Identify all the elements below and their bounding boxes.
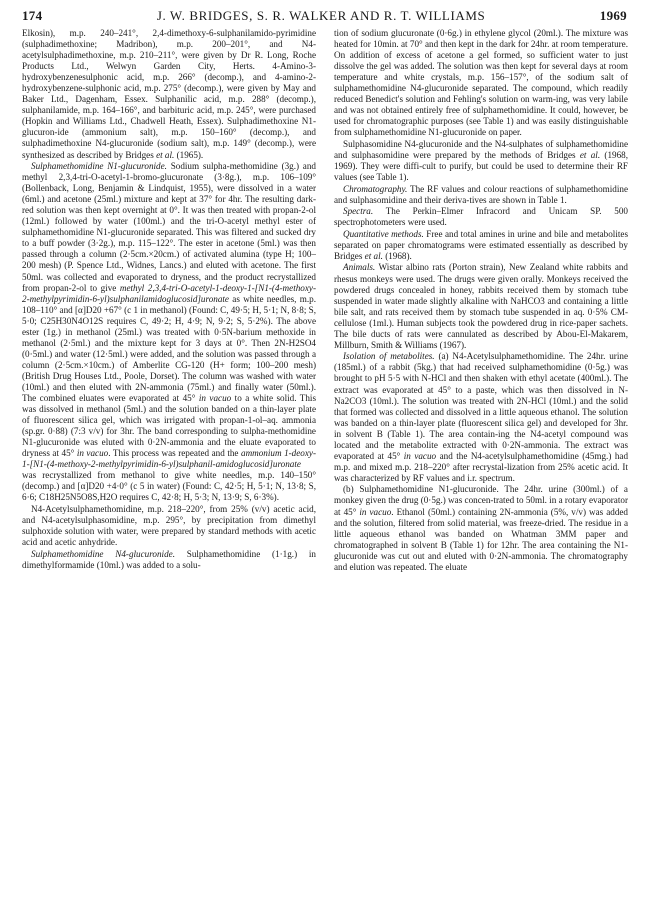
italic-text-run: et al.: [156, 149, 175, 160]
text-run: Sulphamethomidine (1·1g.) in dimethylformamide (10ml.) was added to a solu-: [22, 548, 316, 570]
italic-text-run: in vacuo: [403, 450, 437, 461]
text-run: (b) Sulphamethomidine N1-glucuronide. The 24hr. urine (300ml.) of a monkey given the drug (0·5g.) was concen-trated to 50ml. in a rotary evaporator at 45°: [334, 484, 628, 517]
right-text-column: [334, 28, 628, 573]
body-paragraph: [334, 351, 628, 484]
text-run: tion of sodium glucuronate (0·6g.) in ethylene glycol (20ml.). The mixture was heated for 10min. at 70° and then kept in the dark for 24hr. at room temperature. On addition of excess of acetone a gel formed, so sufficient water to just dissolve the gel was added. The solution was then kept for several days at room temperature and white crystals, m.p. 156–157°, of the sodium salt of sulphamethomidine N4-glucuronide separated. The compound, which readily reduced Benedict's solution and Fehling's solution on warm-ing, was very labile and was not obtained entirely free of sulphamethomidine. It could, however, be used for chromatographic purposes (see Table 1) and was easily distinguishable from sulphamethomidine N1-glucuronide on paper.: [334, 28, 628, 138]
body-paragraph: [22, 549, 316, 571]
text-run: and the N4-acetylsulphamethomidine (45mg.) had m.p. and mixed m.p. 218–220° after recrystal-lization from 25% acetic acid. It was characterized by RF values and i.r. spectrum.: [334, 450, 629, 483]
italic-text-run: in vacuo: [198, 393, 232, 404]
italic-text-run: in vacuo: [76, 448, 109, 459]
body-paragraph: [334, 206, 628, 228]
page-number: 174: [22, 8, 43, 23]
running-header: [22, 8, 627, 26]
body-paragraph: [22, 161, 316, 503]
text-run: Elkosin), m.p. 240–241°, 2,4-dimethoxy-6-sulphanilamido-pyrimidine (sulphadimethoxine; Madribon), m.p. 200–201°, and N4-acetylsulphadimethoxine, m.p. 210–211°, were given by Dr R. Long, Roche Products Ltd., Welwyn Garden City, Herts. 4-Amino-3-hydroxybenzenesulphonic acid, m.p. 266° (decomp.), and 4-amino-2-hydroxybenzene-sulphonic acid, m.p. 275° (decomp.), were given by May and Baker Ltd., Dagenham, Essex. Sulphanilic acid, m.p. 288° (decomp.), sulphanilamide, m.p. 164–166°, and barbituric acid, m.p. 245°, were purchased (Hopkin and Williams Ltd., Chadwell Heath, Essex). Sulphadimethoxine N1-glucuron-ide (ammonium salt), m.p. 150–160° (decomp.), and sulphadimethoxine N4-glucuronide (sodium salt), m.p. 149° (decomp.), were synthesized as described by Bridges: [22, 28, 316, 160]
left-text-column: [22, 28, 316, 571]
italic-text-run: Chromatography.: [343, 183, 408, 194]
italic-text-run: in vacuo: [359, 506, 392, 517]
italic-text-run: Quantitative methods.: [343, 228, 424, 239]
body-paragraph: [22, 28, 316, 161]
body-paragraph: [22, 504, 316, 548]
italic-text-run: Animals.: [343, 262, 376, 273]
text-run: . This process was repeated and the: [108, 448, 241, 459]
body-paragraph: [334, 139, 628, 183]
text-run: Free and total amines in urine and bile and metabolites separated on paper chromatograms were estimated essentially as described by Bridges: [334, 228, 628, 261]
italic-text-run: et al.: [364, 250, 383, 261]
body-paragraph: [334, 262, 628, 350]
running-title-authors: J. W. BRIDGES, S. R. WALKER AND R. T. WILLIAMS: [156, 8, 486, 23]
italic-text-run: Sulphamethomidine N4-glucuronide.: [31, 548, 175, 559]
text-run: Sodium sulpha-methomidine (3g.) and methyl 2,3,4-tri-O-acetyl-1-bromo-glucuronate (3·8g.), m.p. 106–109° (Bollenback, Long, Benjamin & Lindquist, 1955), were dissolved in a water (6ml.) and acetone (25ml.) mixture and kept at 37° for 4hr. The resulting dark-red solution was then kept overnight at 0°. It was then treated with propan-2-ol (12ml.) followed by water (100ml.) and the tri-O-acetyl methyl ester of sulphamethomidine N1-glucuronide separated. This was filtered and sucked dry to a buff powder (3·2g.), m.p. 115–122°. The ester in acetone (5ml.) was then passed through a column (2·5cm.×20cm.) of activated alumina (type H; 100–200 mesh) (P. Spence Ltd., Widnes, Lancs.) and eluted with acetone. The first 50ml. was collected and evaporated to dryness, and the product recrystallized from propan-2-ol to give: [22, 161, 316, 293]
italic-text-run: methyl 2,3,4-tri-O-acetyl-1-deoxy-1-[N1-(4-methoxy-2-methylpyrimidin-6-yl)sulphanilamidoglucosid]uronate: [22, 282, 316, 304]
text-run: (1965).: [174, 149, 204, 160]
text-run: . Ethanol (50ml.) containing 2N-ammonia (5%, v/v) was added and the solution, filtered from solid material, was freeze-dried. The residue in a little aqueous ethanol was banded on Whatman 3MM paper and chromatographed in solvent B (Table 1) for 12hr. The area containing the N1-glucuronide was cut out and eluted with 0·2N-ammonia. The chromatography and elution was repeated. The eluate: [334, 506, 628, 572]
body-paragraph: [334, 229, 628, 262]
text-run: as white needles, m.p. 108–110° and [α]D20 +67° (c 1 in methanol) (Found: C, 49·5; H, 5·1; N, 8·8; S, 5·0; C25H30N4O12S requires C, 49·2; H, 4·9; N, 9·2; S, 5·2%). The above ester (1g.) in methanol (25ml.) was treated with 0·5N-barium methoxide in methanol (2·5ml.) and the mixture kept for 3 days at 0°. Then 2N-H2SO4 (0·5ml.) and water (12·5ml.) were added, and the solution was passed through a column (2·5cm.×10cm.) of Amberlite CG-120 (H+ form; 100–200 mesh) (British Drug Houses Ltd., Poole, Dorset). The column was washed with water (10ml.) and then eluted with 2N-ammonia (75ml.) and finally water (50ml.). The combined eluates were evaporated at 45°: [22, 293, 316, 404]
text-run: to a white solid. This was dissolved in methanol (5ml.) and the solution banded on a thin-layer plate of fluorescent silica gel, which was irrigated with propan-1-ol–aq. ammonia (sp.gr. 0·88) (7:3 v/v) for 3hr. The band corresponding to sulpha-methomidine N1-glucuronide was eluted with 0·2N-ammonia and the eluate evaporated to dryness at 45°: [22, 393, 317, 459]
text-run: was recrystallized from methanol to give white needles, m.p. 140–150° (decomp.) and [α]D20 +4·0° (c 5 in water) (Found: C, 42·5; H, 5·1; N, 13·8; S, 6·6; C18H25N5O8S,H2O requires C, 42·8; H, 5·3; N, 13·9; S, 6·3%).: [22, 470, 316, 503]
text-run: (1968, 1969). They were diffi-cult to purify, but could be used to determine their RF values (see Table 1).: [334, 150, 628, 183]
italic-text-run: et al.: [579, 150, 601, 161]
body-paragraph: [334, 184, 628, 206]
italic-text-run: Sulphamethomidine N1-glucuronide.: [31, 161, 167, 172]
body-paragraph: [334, 484, 628, 572]
text-run: Sulphasomidine N4-glucuronide and the N4-sulphates of sulphamethomidine and sulphasomidine were prepared by the methods of Bridges: [334, 138, 628, 161]
text-run: N4-Acetylsulphamethomidine, m.p. 218–220°, from 25% (v/v) acetic acid, and N4-acetylsulphasomidine, m.p. 295°, by precipitation from dimethyl sulphoxide solution with water, were prepared by standard methods with acetic acid and acetic anhydride.: [22, 504, 316, 548]
text-run: The RF values and colour reactions of sulphamethomidine and sulphasomidine and their deriva-tives are shown in Table 1.: [334, 183, 628, 205]
text-run: (1968).: [382, 250, 412, 261]
italic-text-run: Isolation of metabolites.: [343, 351, 435, 362]
italic-text-run: Spectra.: [343, 206, 374, 217]
text-run: (a) N4-Acetylsulphamethomidine. The 24hr. urine (185ml.) of a rabbit (5kg.) that had received sulphamethomidine (0·5g.) was brought to pH 5·5 with N-HCl and then shaken with ethyl acetate (400ml.). The extract was evaporated at 45° to a paste, which was then dissolved in N-Na2CO3 (10ml.). The solution was treated with 2N-HCl (10ml.) and the solid that formed was collected and dissolved in a little aqueous ethanol. The solution was banded on a thin-layer plate (fluorescent silica gel) and developed for 3hr. in solvent B (Table 1). The area contain-ing the N4-acetyl compound was located and the metabolite extracted with 0·2N-ammonia. The extract was evaporated at 45°: [334, 351, 628, 461]
italic-text-run: ammonium 1-deoxy-1-[N1-(4-methoxy-2-methylpyrimidin-6-yl)sulphanil-amidoglucosid]uronate: [22, 448, 316, 470]
text-run: Wistar albino rats (Porton strain), New Zealand white rabbits and rhesus monkeys were used. The drugs were given orally. Monkeys received the powdered drugs concealed in honey, rabbits received them by stomach tube suspended in water made slightly alkaline with NaHCO3 and containing a little bile salt, and rats received them by stomach tube suspended in aq. 0·5% CM-cellulose (1ml.). Human subjects took the powdered drug in rice-paper sachets. The bile ducts of rats were cannulated as described by Abou-El-Makarem, Millburn, Smith & Williams (1967).: [334, 262, 628, 350]
text-run: The Perkin–Elmer Infracord and Unicam SP. 500 spectrophotometers were used.: [334, 206, 628, 228]
journal-year: 1969: [599, 8, 627, 23]
body-paragraph: [334, 28, 628, 138]
